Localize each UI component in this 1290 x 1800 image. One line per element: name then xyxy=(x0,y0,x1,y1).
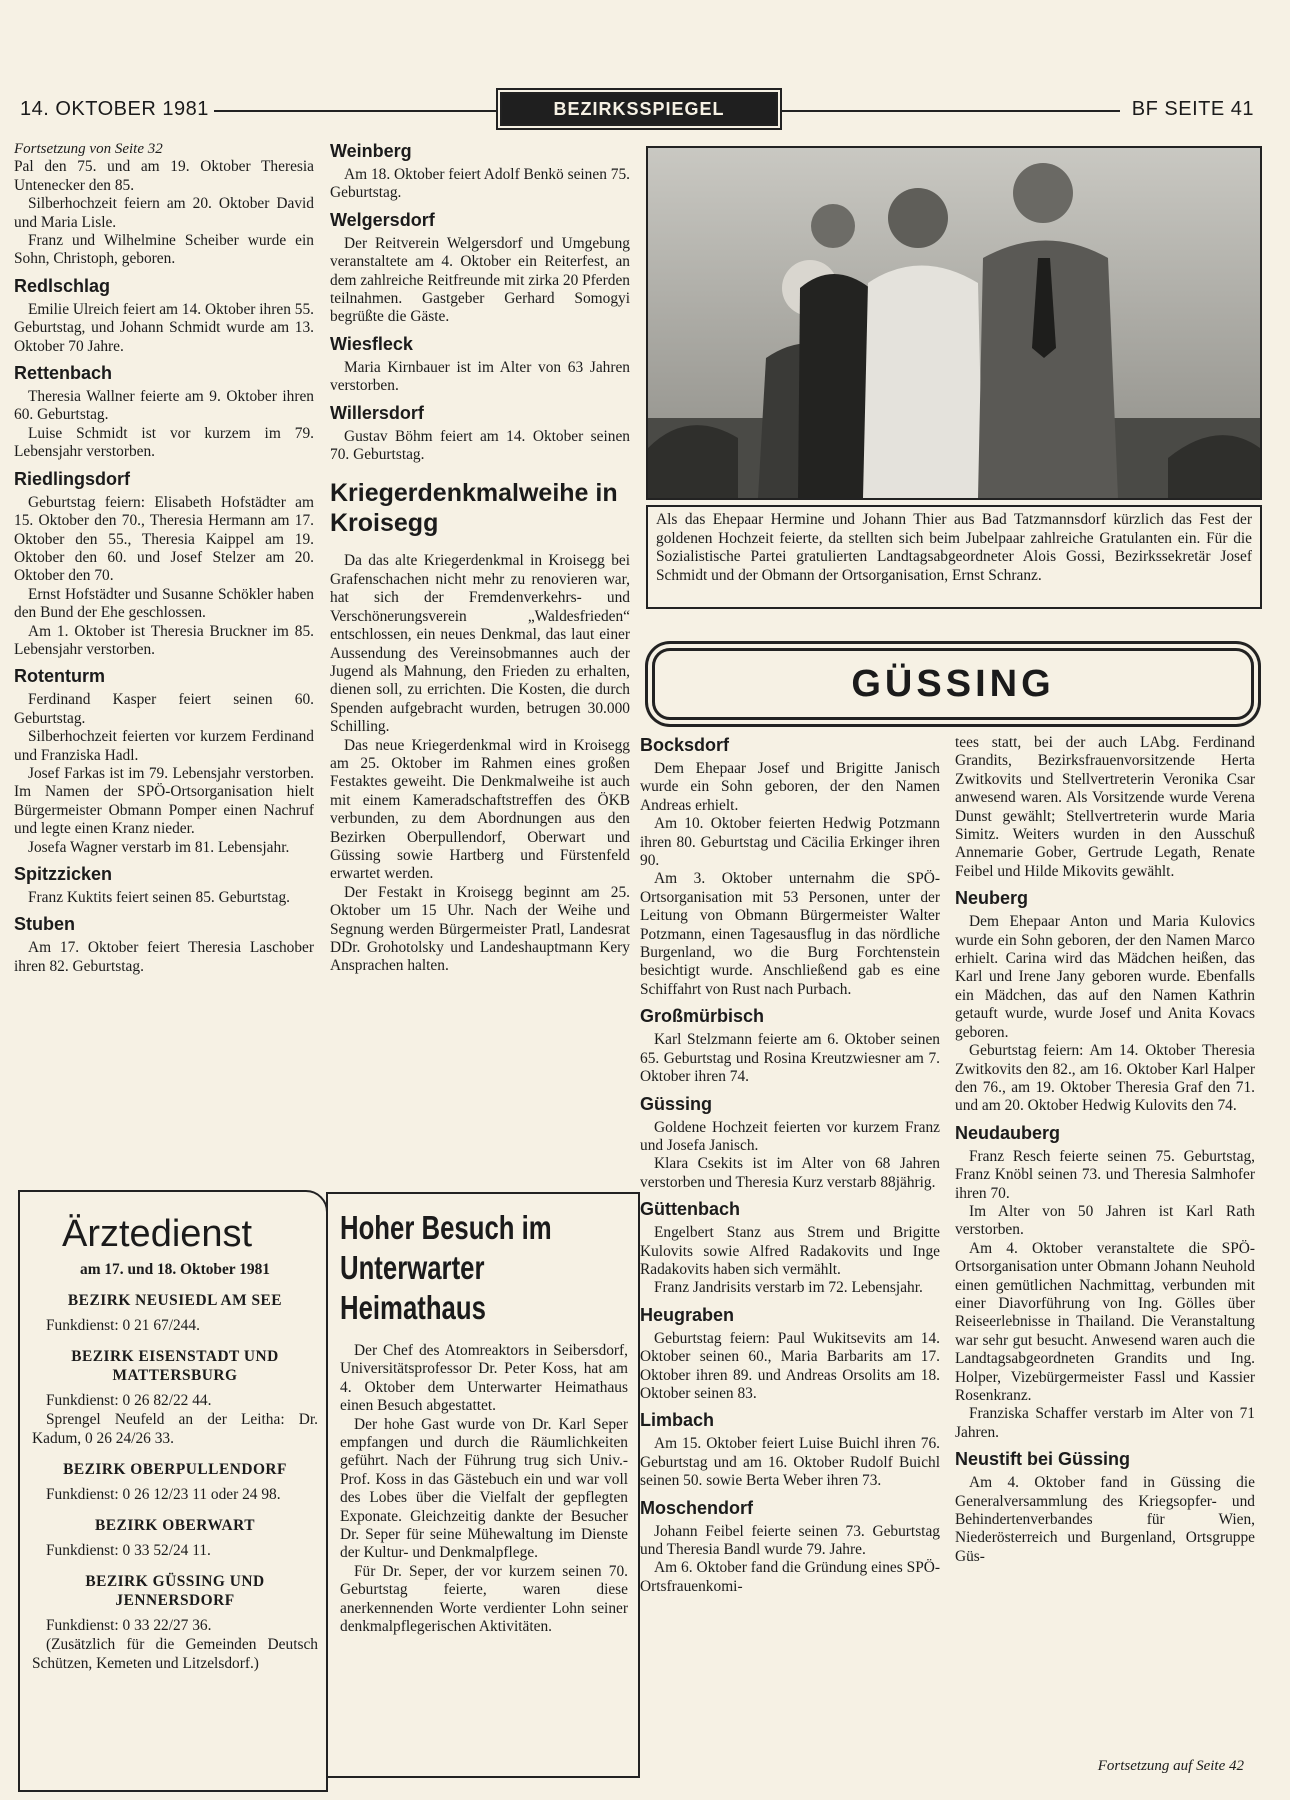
district-heading: BEZIRK OBERWART xyxy=(95,1517,255,1534)
article-paragraph: Franziska Schaffer verstarb im Alter von 71 Jahren. xyxy=(955,1405,1255,1441)
page-number: BF SEITE 41 xyxy=(1131,98,1254,120)
article-paragraph: Ernst Hofstädter und Susanne Schökler haben den Bund der Ehe geschlossen. xyxy=(14,585,314,622)
article-paragraph: Für Dr. Seper, der vor kurzem seinen 70. Geburtstag feierte, waren diese anerkennenden Worte verdienter Lohn seiner denkmalpflegerischen Aktivitäten. xyxy=(340,1562,628,1636)
district-info: Funkdienst: 0 33 22/27 36. xyxy=(46,1617,212,1634)
article-paragraph: Da das alte Kriegerdenkmal in Kroisegg bei Grafenschachen nicht mehr zu renovieren war, hat sich der Fremdenverkehrs- und Verschönerungsverein „Waldesfrieden“ entschlossen, ein neues Denkmal, das laut einer Aussendung des Vereinsobmannes auch der Jugend als Mahnung, den Frieden zu erhalten, dienen soll, zu errichten. Die Kosten, die durch Spenden aufgebracht wurden, betrugen 30.000 Schilling. xyxy=(330,552,630,736)
feature-headline: Hoher Besuch im Unterwarter Heimathaus xyxy=(340,1209,552,1326)
article-paragraph: Karl Stelzmann feierte am 6. Oktober seinen 65. Geburtstag und Rosina Kreutzwiesner am 7. Oktober ihren 74. xyxy=(640,1031,940,1086)
town-heading: Limbach xyxy=(640,1410,715,1431)
article-paragraph: Am 4. Oktober fand in Güssing die Generalversammlung des Kriegsopfer- und Behindertenverbandes für Wien, Niederösterreich und Burgenland, Ortsgruppe Güs- xyxy=(955,1474,1255,1565)
article-paragraph: Am 6. Oktober fand die Gründung eines SPÖ-Ortsfrauenkomi- xyxy=(640,1559,940,1595)
article-paragraph: Am 3. Oktober unternahm die SPÖ-Ortsorganisation mit 53 Personen, unter der Leitung von Obmann Bürgermeister Walter Potzmann, einen Tagesausflug in das nördliche Burgenland, wo die Burg Forchtenstein besichtigt wurde. Anschließend gab es eine Schiffahrt von Rust nach Purbach. xyxy=(640,870,940,998)
town-heading: Moschendorf xyxy=(640,1497,754,1518)
column-2 xyxy=(330,140,630,976)
town-heading: Spitzzicken xyxy=(14,864,113,884)
town-heading: Riedlingsdorf xyxy=(14,468,130,489)
district-info: Funkdienst: 0 26 82/22 44. xyxy=(46,1392,212,1409)
photo-image xyxy=(648,148,1260,498)
town-heading: Welgersdorf xyxy=(330,209,435,230)
district-banner xyxy=(652,648,1254,720)
article-paragraph: Das neue Kriegerdenkmal wird in Kroisegg am 25. Oktober im Rahmen eines großen Festaktes geweiht. Die Denkmalweihe ist auch mit einem Kameradschaftstreffen des ÖKB verbunden, zu dem Abordnungen aus den Bezirken Oberpullendorf, Oberwart und Güssing sowie Hartberg und Fürstenfeld erwartet werden. xyxy=(330,736,630,883)
district-heading: BEZIRK EISENSTADT UND MATTERSBURG xyxy=(71,1348,279,1384)
issue-date: 14. OKTOBER 1981 xyxy=(20,98,209,120)
town-heading: Neudauberg xyxy=(955,1122,1061,1143)
header-rule-right xyxy=(780,110,1120,112)
article-paragraph: Der Chef des Atomreaktors in Seibersdorf, Universitätsprofessor Dr. Peter Koss, hat am 4. Oktober dem Unterwarter Heimathaus einen Besuch abgestattet. xyxy=(340,1342,628,1415)
feature-box xyxy=(326,1192,640,1778)
continued-on: Fortsetzung auf Seite 42 xyxy=(1097,1758,1244,1774)
article-paragraph: Josefa Wagner verstarb im 81. Lebensjahr. xyxy=(28,838,290,856)
article-paragraph: Am 10. Oktober feierten Hedwig Potzmann ihren 80. Geburtstag und Cäcilia Erkinger ihren 90. xyxy=(640,815,940,870)
news-photo xyxy=(646,146,1262,500)
section-title: BEZIRKSSPIEGEL xyxy=(500,92,778,126)
article-paragraph: Franz Kuktits feiert seinen 85. Geburtstag. xyxy=(28,889,291,906)
article-paragraph: Josef Farkas ist im 79. Lebensjahr verstorben. Im Namen der SPÖ-Ortsorganisation hielt Bürgermeister Obmann Pomper einen Nachruf und legte einen Kranz nieder. xyxy=(14,764,314,838)
article-paragraph: Am 17. Oktober feiert Theresia Laschober ihren 82. Geburtstag. xyxy=(14,939,314,975)
continued-from: Fortsetzung von Seite 32 xyxy=(14,141,163,157)
district-info: Funkdienst: 0 21 67/244. xyxy=(46,1317,200,1334)
town-heading: Heugraben xyxy=(640,1304,735,1325)
article-paragraph: Theresia Wallner feierte am 9. Oktober ihren 60. Geburtstag. xyxy=(14,388,314,424)
article-paragraph: Am 18. Oktober feiert Adolf Benkö seinen 75. Geburtstag. xyxy=(330,166,630,202)
town-heading: Neuberg xyxy=(955,888,1029,909)
article-paragraph: Der Festakt in Kroisegg beginnt am 25. Oktober um 15 Uhr. Nach der Weihe und Segnung werden Bürgermeister Pratl, Landesrat DDr. Grohotolsky und Landeshauptmann Kery Ansprachen halten. xyxy=(330,883,630,975)
article-headline: Kriegerdenkmalweihe in Kroisegg xyxy=(330,479,618,538)
article-paragraph: Am 4. Oktober veranstaltete die SPÖ-Ortsorganisation unter Obmann Johann Neuhold einen gemütlichen Nachmittag, verbunden mit einer Diavorführung von Ing. Gölles über Reiseerlebnisse in Thailand. Die Veranstaltung war sehr gut besucht. Anwesend waren auch die Landtagsabgeordneten Grandits und Ing. Holper, Vizebürgermeister Fassl und Kassier Rosenkranz. xyxy=(955,1239,1255,1404)
photo-caption: Als das Ehepaar Hermine und Johann Thier aus Bad Tatzmannsdorf kürzlich das Fest der goldenen Hochzeit feierte, da stellten sich beim Jubelpaar zahlreiche Gratulanten ein. Für die Sozialistische Partei gratulierten Landtagsabgeordneter Alois Gossi, Bezirkssekretär Josef Schmidt und der Obmann der Ortsorganisation, Ernst Schranz. xyxy=(646,505,1262,609)
town-heading: Rotenturm xyxy=(14,666,105,687)
district-heading: BEZIRK OBERPULLENDORF xyxy=(63,1461,287,1478)
article-paragraph: Franz Jandrisits verstarb im 72. Lebensjahr. xyxy=(654,1279,923,1297)
town-heading: Stuben xyxy=(14,914,75,935)
article-paragraph: Dem Ehepaar Josef und Brigitte Janisch wurde ein Sohn geboren, der den Namen Andreas erhielt. xyxy=(640,760,940,814)
column-4 xyxy=(955,734,1255,1566)
article-paragraph: Geburtstag feiern: Paul Wukitsevits am 14. Oktober seinen 60., Maria Barbarits am 17. Oktober ihren 89. und Andreas Orsolits am 18. Oktober seinen 83. xyxy=(640,1329,940,1402)
doctor-service-box xyxy=(18,1190,328,1792)
district-info: Sprengel Neufeld an der Leitha: Dr. Kadum, 0 26 24/26 33. xyxy=(32,1411,318,1447)
district-info: Funkdienst: 0 26 12/23 11 oder 24 98. xyxy=(46,1486,281,1503)
district-info: (Zusätzlich für die Gemeinden Deutsch Schützen, Kemeten und Litzelsdorf.) xyxy=(32,1636,318,1672)
header-rule-left xyxy=(214,110,496,112)
article-paragraph: Franz Resch feierte seinen 75. Geburtstag, Franz Knöbl seinen 73. und Theresia Salmhofer ihren 70. xyxy=(955,1147,1255,1202)
town-heading: Neustift bei Güssing xyxy=(955,1449,1131,1470)
doctor-service-title: Ärztedienst xyxy=(62,1213,253,1255)
town-heading: Güttenbach xyxy=(640,1199,741,1220)
article-paragraph: Am 15. Oktober feiert Luise Buichl ihren 76. Geburtstag und am 16. Oktober Rudolf Buichl seinen 50. sowie Berta Weber ihren 73. xyxy=(640,1435,940,1490)
town-heading: Güssing xyxy=(640,1093,713,1114)
article-paragraph: Geburtstag feiern: Am 14. Oktober Theresia Zwitkovits den 82., am 16. Oktober Karl Halper den 76., am 19. Oktober Theresia Graf den 71. und am 20. Oktober Hedwig Kulovits den 74. xyxy=(955,1042,1255,1115)
district-info: Funkdienst: 0 33 52/24 11. xyxy=(46,1542,211,1559)
column-3 xyxy=(640,734,940,1596)
article-paragraph: Geburtstag feiern: Elisabeth Hofstädter am 15. Oktober den 70., Theresia Hermann am 17. Oktober den 55., Theresia Kaippel am 19. Oktober den 60. und Josef Stelzer am 20. Oktober den 70. xyxy=(14,493,314,585)
intro-paragraph: Silberhochzeit feiern am 20. Oktober David und Maria Lisle. xyxy=(14,195,314,231)
article-paragraph: Der Reitverein Welgersdorf und Umgebung veranstaltete am 4. Oktober ein Reiterfest, an dem zahlreiche Reitfreunde mit zirka 20 Pferden teilnahmen. Gastgeber Gerhard Somogyi begrüßte die Gäste. xyxy=(330,234,630,326)
town-heading: Großmürbisch xyxy=(640,1006,765,1027)
town-heading: Wiesfleck xyxy=(330,333,413,354)
town-heading: Bocksdorf xyxy=(640,735,730,755)
article-paragraph: Engelbert Stanz aus Strem und Brigitte Kulovits sowie Alfred Radakovits und Inge Radakovits haben sich vermählt. xyxy=(640,1224,940,1278)
town-heading: Rettenbach xyxy=(14,363,113,384)
article-paragraph: Der hohe Gast wurde von Dr. Karl Seper empfangen und durch die Räumlichkeiten geführt. Nach der Führung trug sich Univ.-Prof. Koss in das Gästebuch ein und war voll des Lobes über die Vielfalt der gepflegten Exponate. Gleichzeitig dankte der Besucher Dr. Seper für seine Mühewaltung im Dienste der Kultur- und Denkmalpflege. xyxy=(340,1415,628,1562)
intro-paragraph: Pal den 75. und am 19. Oktober Theresia Untenecker den 85. xyxy=(14,158,314,194)
intro-paragraph: Franz und Wilhelmine Scheiber wurde ein Sohn, Christoph, geboren. xyxy=(14,232,314,268)
article-paragraph: Im Alter von 50 Jahren ist Karl Rath verstorben. xyxy=(955,1202,1255,1239)
article-paragraph: Goldene Hochzeit feierten vor kurzem Franz und Josefa Janisch. xyxy=(640,1118,940,1154)
article-paragraph: Luise Schmidt ist vor kurzem im 79. Lebensjahr verstorben. xyxy=(14,424,314,461)
town-heading: Willersdorf xyxy=(330,402,424,423)
column-1 xyxy=(14,140,314,976)
article-paragraph: tees statt, bei der auch LAbg. Ferdinand Grandits, Bezirksfrauenvorsitzende Herta Zwitkovits und Stellvertreterin Veronika Csar anwesend waren. Als Vorsitzende wurde Verena Dunst gewählt; Stellvertreterin wurde Maria Simitz. Weiters wurden in den Ausschuß Annemarie Gober, Gertrude Legath, Renate Feibel und Hilde Mikovits gewählt. xyxy=(955,734,1255,880)
district-banner-label: GÜSSING xyxy=(851,663,1055,705)
article-paragraph: Am 1. Oktober ist Theresia Bruckner im 85. Lebensjahr verstorben. xyxy=(14,622,314,658)
article-paragraph: Ferdinand Kasper feiert seinen 60. Geburtstag. xyxy=(14,691,314,727)
article-paragraph: Emilie Ulreich feiert am 14. Oktober ihren 55. Geburtstag, und Johann Schmidt wurde am 13. Oktober 70 Jahre. xyxy=(14,300,314,355)
article-paragraph: Klara Csekits ist im Alter von 68 Jahren verstorben und Theresia Kurz verstarb 88jährig. xyxy=(640,1155,940,1191)
article-paragraph: Silberhochzeit feierten vor kurzem Ferdinand und Franziska Hadl. xyxy=(14,728,314,764)
article-paragraph: Johann Feibel feierte seinen 73. Geburtstag und Theresia Bandl wurde 79. Jahre. xyxy=(640,1522,940,1558)
doctor-service-date: am 17. und 18. Oktober 1981 xyxy=(80,1261,270,1278)
town-heading: Redlschlag xyxy=(14,275,111,296)
article-paragraph: Dem Ehepaar Anton und Maria Kulovics wurde ein Sohn geboren, der den Namen Marco erhielt. Carina wird das Mädchen heißen, das Karl und Irene Jany geboren wurde. Ebenfalls ein Mädchen, das auf den Namen Kathrin getauft wurde, wurde Josef und Anita Kovacs geboren. xyxy=(955,913,1255,1041)
district-heading: BEZIRK NEUSIEDL AM SEE xyxy=(67,1292,283,1309)
article-paragraph: Maria Kirnbauer ist im Alter von 63 Jahren verstorben. xyxy=(330,358,630,395)
town-heading: Weinberg xyxy=(330,141,412,161)
district-heading: BEZIRK GÜSSING UND JENNERSDORF xyxy=(85,1573,265,1609)
article-paragraph: Gustav Böhm feiert am 14. Oktober seinen 70. Geburtstag. xyxy=(330,427,630,464)
